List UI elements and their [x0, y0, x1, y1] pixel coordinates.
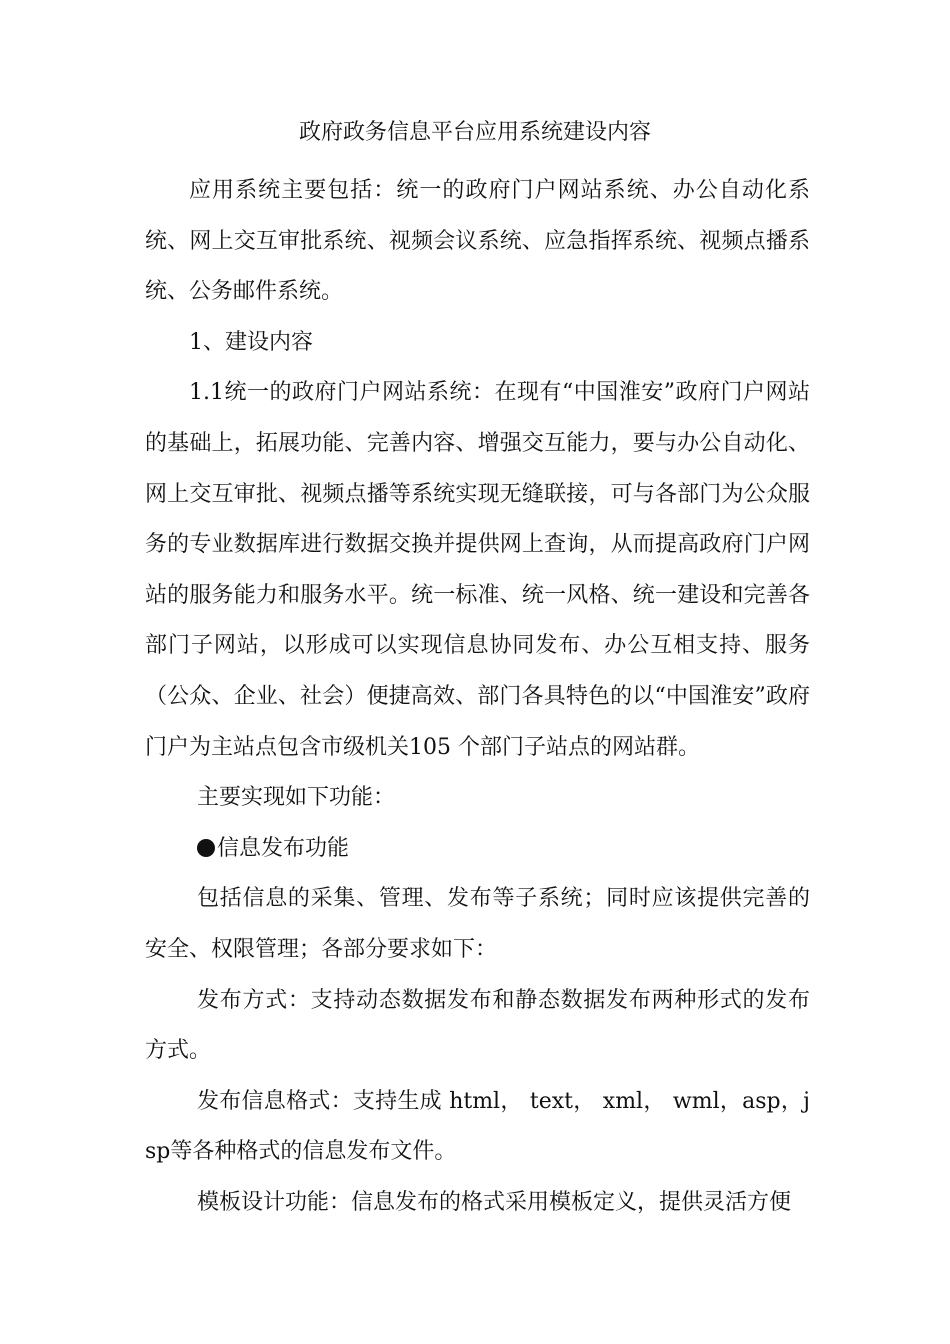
- bullet-label: 信息发布功能: [217, 835, 350, 861]
- paragraph-portal-system: 1.1统一的政府门户网站系统：在现有“中国淮安”政府门户网站的基础上，拓展功能、完善内容、增强交互能力，要与办公自动化、网上交互审批、视频点播等系统实现无缝联接，可与各部门为公众服务的专业数据库进行数据交换并提供网上查询，从而提高政府门户网站的服务能力和服务水平。统一标准、统一风格、统一建设和完善各部门子网站，以形成可以实现信息协同发布、办公互相支持、服务（公众、企业、社会）便捷高效、部门各具特色的以“中国淮安”政府门户为主站点包含市级机关105 个部门子站点的网站群。: [145, 380, 810, 760]
- paragraph-publish-method: 发布方式：支持动态数据发布和静态数据发布两种形式的发布方式。: [145, 987, 810, 1064]
- document-body: [145, 166, 810, 1228]
- paragraph-template-design: 模板设计功能：信息发布的格式采用模板定义，提供灵活方便: [197, 1189, 792, 1215]
- paragraph-overview: 应用系统主要包括：统一的政府门户网站系统、办公自动化系统、网上交互审批系统、视频会议系统、应急指挥系统、视频点播系统、公务邮件系统。: [145, 178, 810, 305]
- section-heading: 1、建设内容: [189, 329, 313, 355]
- paragraph-publish-subsystems: 包括信息的采集、管理、发布等子系统；同时应该提供完善的安全、权限管理；各部分要求如下：: [145, 886, 810, 962]
- paragraph-functions-intro: 主要实现如下功能：: [197, 785, 396, 811]
- bullet-icon: [197, 839, 215, 857]
- paragraph-publish-format: 发布信息格式：支持生成 html， text， xml， wml，asp，jsp等各种格式的信息发布文件。: [145, 1088, 810, 1165]
- bullet-item-info-publish: [145, 824, 810, 875]
- document-title: 政府政务信息平台应用系统建设内容: [298, 120, 651, 145]
